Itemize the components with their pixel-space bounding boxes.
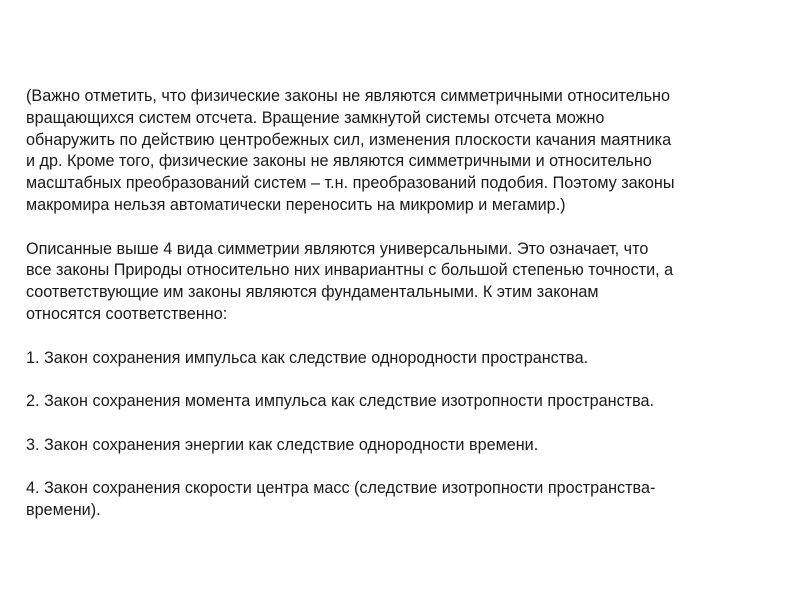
text-line: Описанные выше 4 вида симметрии являются универсальными. Это означает, что [26, 239, 649, 258]
paragraph-symmetry-note [26, 86, 776, 217]
law-item-2 [26, 391, 776, 413]
text-line: относятся соответственно: [26, 304, 228, 323]
text-line: (Важно отметить, что физические законы не являются симметричными относительно [26, 87, 670, 105]
law-text: 3. Закон сохранения энергии как следствие однородности времени. [26, 435, 539, 454]
paragraph-spacer [26, 457, 776, 479]
paragraph-spacer [26, 326, 776, 348]
law-text: времени). [26, 501, 101, 520]
paragraph-spacer [26, 217, 776, 239]
law-item-4 [26, 478, 776, 522]
text-line: макромира нельзя автоматически переносить на микромир и мегамир.) [26, 195, 566, 214]
law-text: 4. Закон сохранения скорости центра масс (следствие изотропности пространства- [26, 479, 656, 498]
law-item-1 [26, 348, 776, 370]
law-item-3 [26, 435, 776, 457]
text-line: соответствующие им законы являются фундаментальными. К этим законам [26, 283, 599, 302]
paragraph-universal-symmetries [26, 239, 776, 326]
text-line: вращающихся систем отсчета. Вращение замкнутой системы отсчета можно [26, 108, 605, 127]
law-text: 1. Закон сохранения импульса как следствие однородности пространства. [26, 348, 589, 367]
law-text: 2. Закон сохранения момента импульса как следствие изотропности пространства. [26, 392, 654, 411]
slide-text-body [26, 86, 776, 522]
text-line: и др. Кроме того, физические законы не являются симметричными и относительно [26, 152, 652, 171]
text-line: обнаружить по действию центробежных сил, изменения плоскости качания маятника [26, 130, 672, 149]
text-line: масштабных преобразований систем – т.н. преобразований подобия. Поэтому законы [26, 174, 675, 193]
paragraph-spacer [26, 413, 776, 435]
paragraph-spacer [26, 369, 776, 391]
text-line: все законы Природы относительно них инвариантны с большой степенью точности, а [26, 261, 674, 280]
